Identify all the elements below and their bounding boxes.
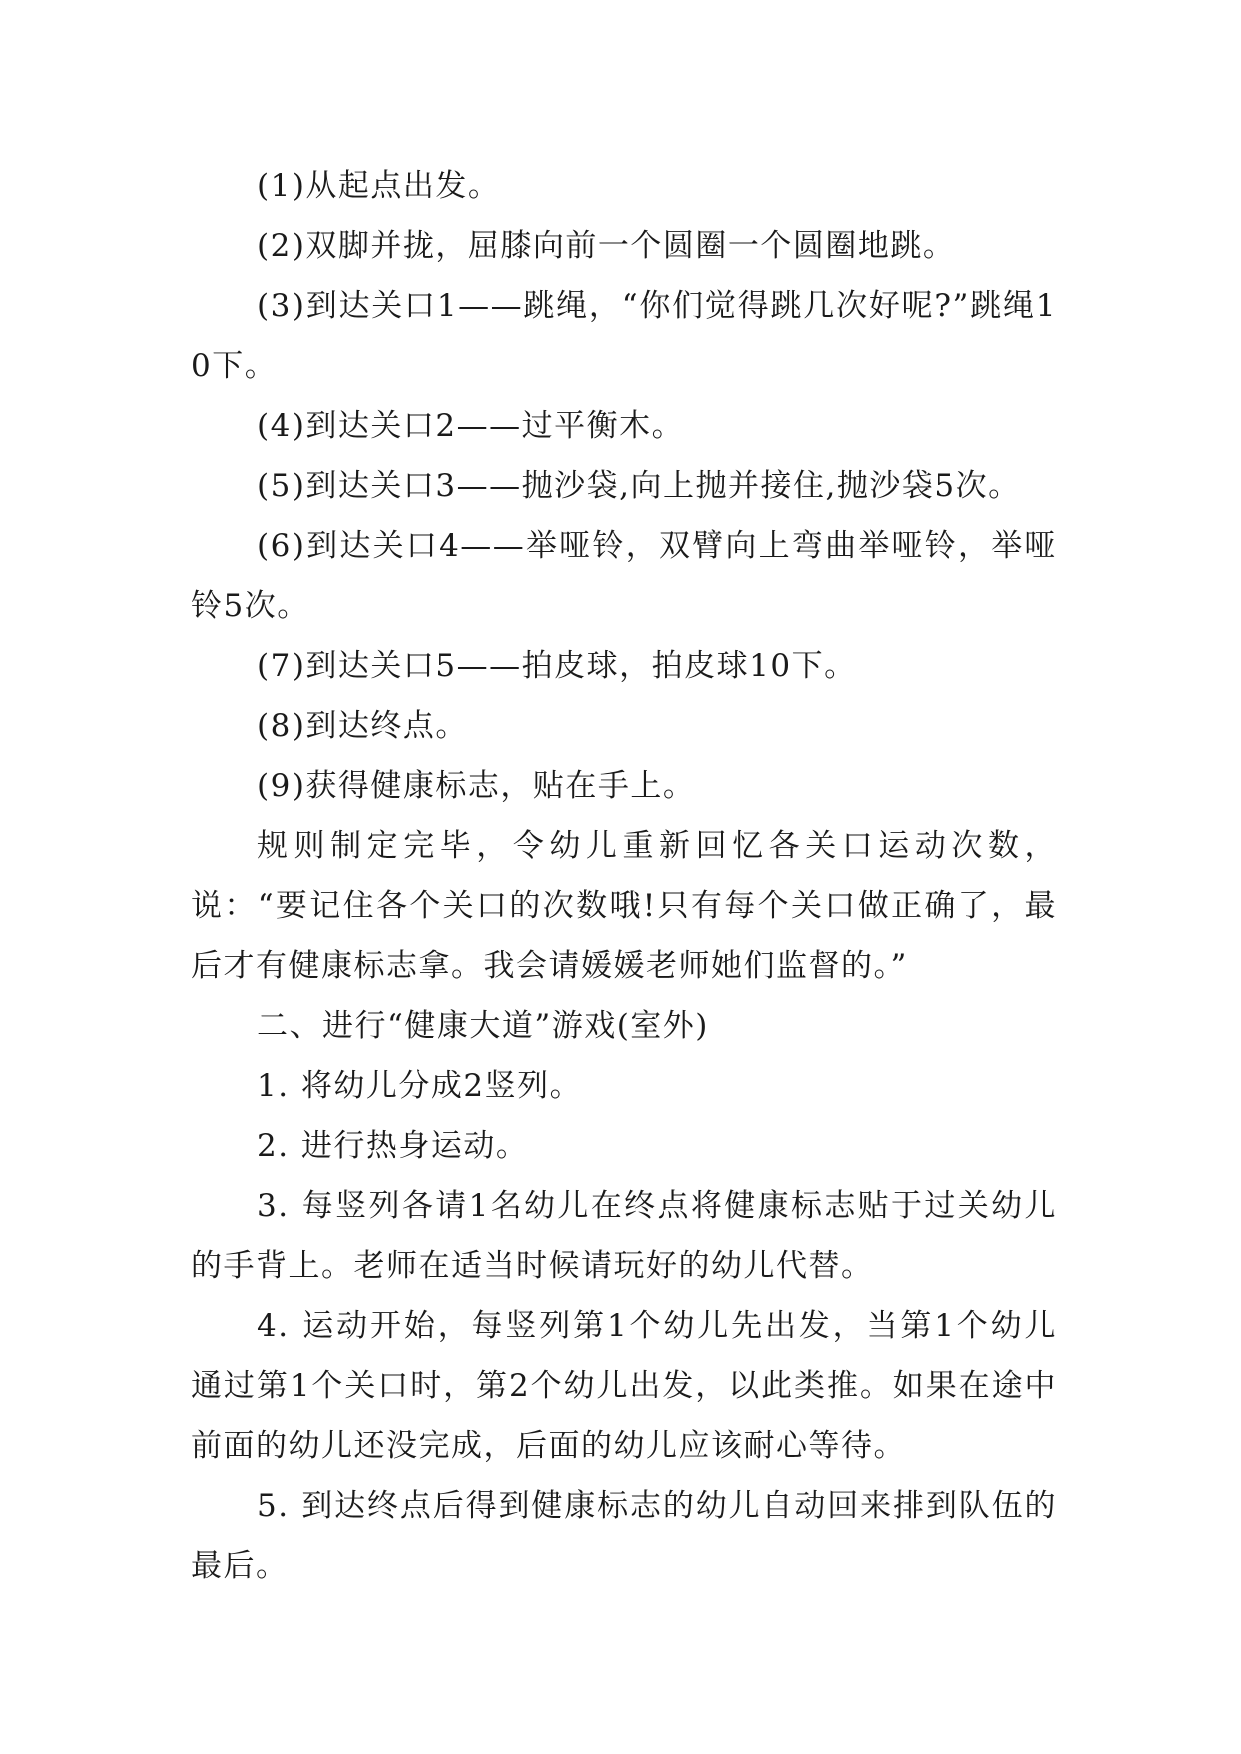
game-step-3-paragraph: 3. 每竖列各请1名幼儿在终点将健康标志贴于过关幼儿的手背上。老师在适当时候请玩好的幼儿代替。 bbox=[191, 1188, 1057, 1284]
game-step-4-paragraph: 4. 运动开始，每竖列第1个幼儿先出发，当第1个幼儿通过第1个关口时，第2个幼儿出发，以此类推。如果在途中前面的幼儿还没完成，后面的幼儿应该耐心等待。 bbox=[191, 1308, 1057, 1464]
step-8-paragraph: (8)到达终点。 bbox=[257, 708, 468, 744]
step-5-paragraph: (5)到达关口3——抛沙袋,向上抛并接住,抛沙袋5次。 bbox=[257, 468, 1021, 504]
rules-summary-paragraph: 规则制定完毕，令幼儿重新回忆各关口运动次数，说：“要记住各个关口的次数哦!只有每个关口做正确了，最后才有健康标志拿。我会请媛媛老师她们监督的。” bbox=[191, 828, 1057, 984]
step-7-paragraph: (7)到达关口5——拍皮球，拍皮球10下。 bbox=[257, 648, 857, 684]
section-heading: 二、进行“健康大道”游戏(室外) bbox=[257, 1008, 709, 1044]
document-page bbox=[191, 156, 1057, 1596]
step-6-paragraph: (6)到达关口4——举哑铃，双臂向上弯曲举哑铃，举哑铃5次。 bbox=[191, 528, 1057, 624]
step-4-paragraph: (4)到达关口2——过平衡木。 bbox=[257, 408, 685, 444]
step-2-paragraph: (2)双脚并拢，屈膝向前一个圆圈一个圆圈地跳。 bbox=[257, 228, 956, 264]
game-step-2-paragraph: 2. 进行热身运动。 bbox=[257, 1128, 529, 1164]
step-9-paragraph: (9)获得健康标志，贴在手上。 bbox=[257, 768, 696, 804]
step-3-paragraph: (3)到达关口1——跳绳，“你们觉得跳几次好呢?”跳绳10下。 bbox=[191, 288, 1057, 384]
game-step-5-paragraph: 5. 到达终点后得到健康标志的幼儿自动回来排到队伍的最后。 bbox=[191, 1488, 1057, 1584]
step-1-paragraph: (1)从起点出发。 bbox=[257, 168, 501, 204]
game-step-1-paragraph: 1. 将幼儿分成2竖列。 bbox=[257, 1068, 583, 1104]
